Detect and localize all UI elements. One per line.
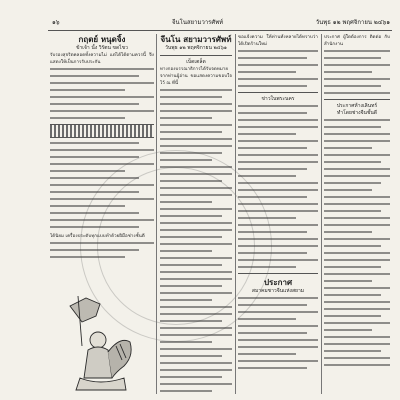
header-rule (48, 30, 392, 31)
column-3-notice-title: ประกาศ (263, 277, 293, 287)
column-3-section-heading: ข่าวในพระนคร (261, 96, 295, 102)
column-4-lead: ประกาศ ผู้ใดต้องการ ติดต่อ กับ สำนักงาน (324, 35, 390, 47)
column-2-date: วันพุธ ๑๒ พฤศจิกายน ๒๔๖๑ (165, 45, 227, 51)
newspaper-name: จีนโนสยามวารศัพท์ (172, 19, 224, 26)
issue-date: วันพุธ ๑๒ พฤศจิกายน ๒๔๖๑ (315, 19, 390, 26)
column-1-body (50, 68, 154, 119)
column-1-author: ข้าเจ้า นั้ง วิรัตน ขดไขว (76, 45, 128, 51)
column-4-body (324, 119, 390, 366)
column-divider (156, 34, 157, 394)
column-3 (238, 34, 318, 394)
column-4 (324, 34, 390, 394)
column-2 (160, 34, 232, 394)
column-3-body (238, 105, 318, 268)
page-number: ๑๖ (52, 19, 60, 26)
ornamental-banner (50, 124, 154, 138)
column-2-lead: ทางกองบรรณาธิการได้รับจดหมายจากท่านผู้อ่าน ขอแสดงความขอบใจไว้ ณ ที่นี้ (160, 67, 232, 86)
column-4-subheading: ทำโดยช่างจีนชั้นดี (336, 110, 377, 116)
column-2-title: จีนโน สยามวารศัพท์ (160, 34, 232, 44)
column-1-lead: รับรองสุจริตคลอดทั้งความไม่ แต่ได้ได้ตามควรนี้ จึงแสดงให้เป็นการรับประกัน (50, 53, 154, 65)
column-1-title: กฤตย์ หนุดจิ้ง (78, 34, 126, 44)
page-header (50, 18, 390, 28)
column-4-section-heading: ประกาศห้างเลินทร์ (336, 103, 378, 109)
advertisement-illustration (60, 286, 144, 396)
column-2-section-heading: เบ็ดเตล็ด (186, 59, 206, 65)
column-1-caption: ได้นิยม เครื่องประดับทุกแบบทำด้วยฝีมือช่างชั้นดี (50, 234, 145, 239)
column-3-notice-sub: สมาคมชาวจีนแห่งสยาม (251, 288, 305, 294)
column-divider (235, 34, 236, 394)
column-3-lead: ขอแจ้งความ ให้ท่านทั้งหลายได้ทราบว่า ได้เปิดร้านใหม่ (238, 35, 318, 47)
column-1-list (50, 142, 154, 228)
column-divider (321, 34, 322, 394)
column-2-body (160, 89, 232, 392)
